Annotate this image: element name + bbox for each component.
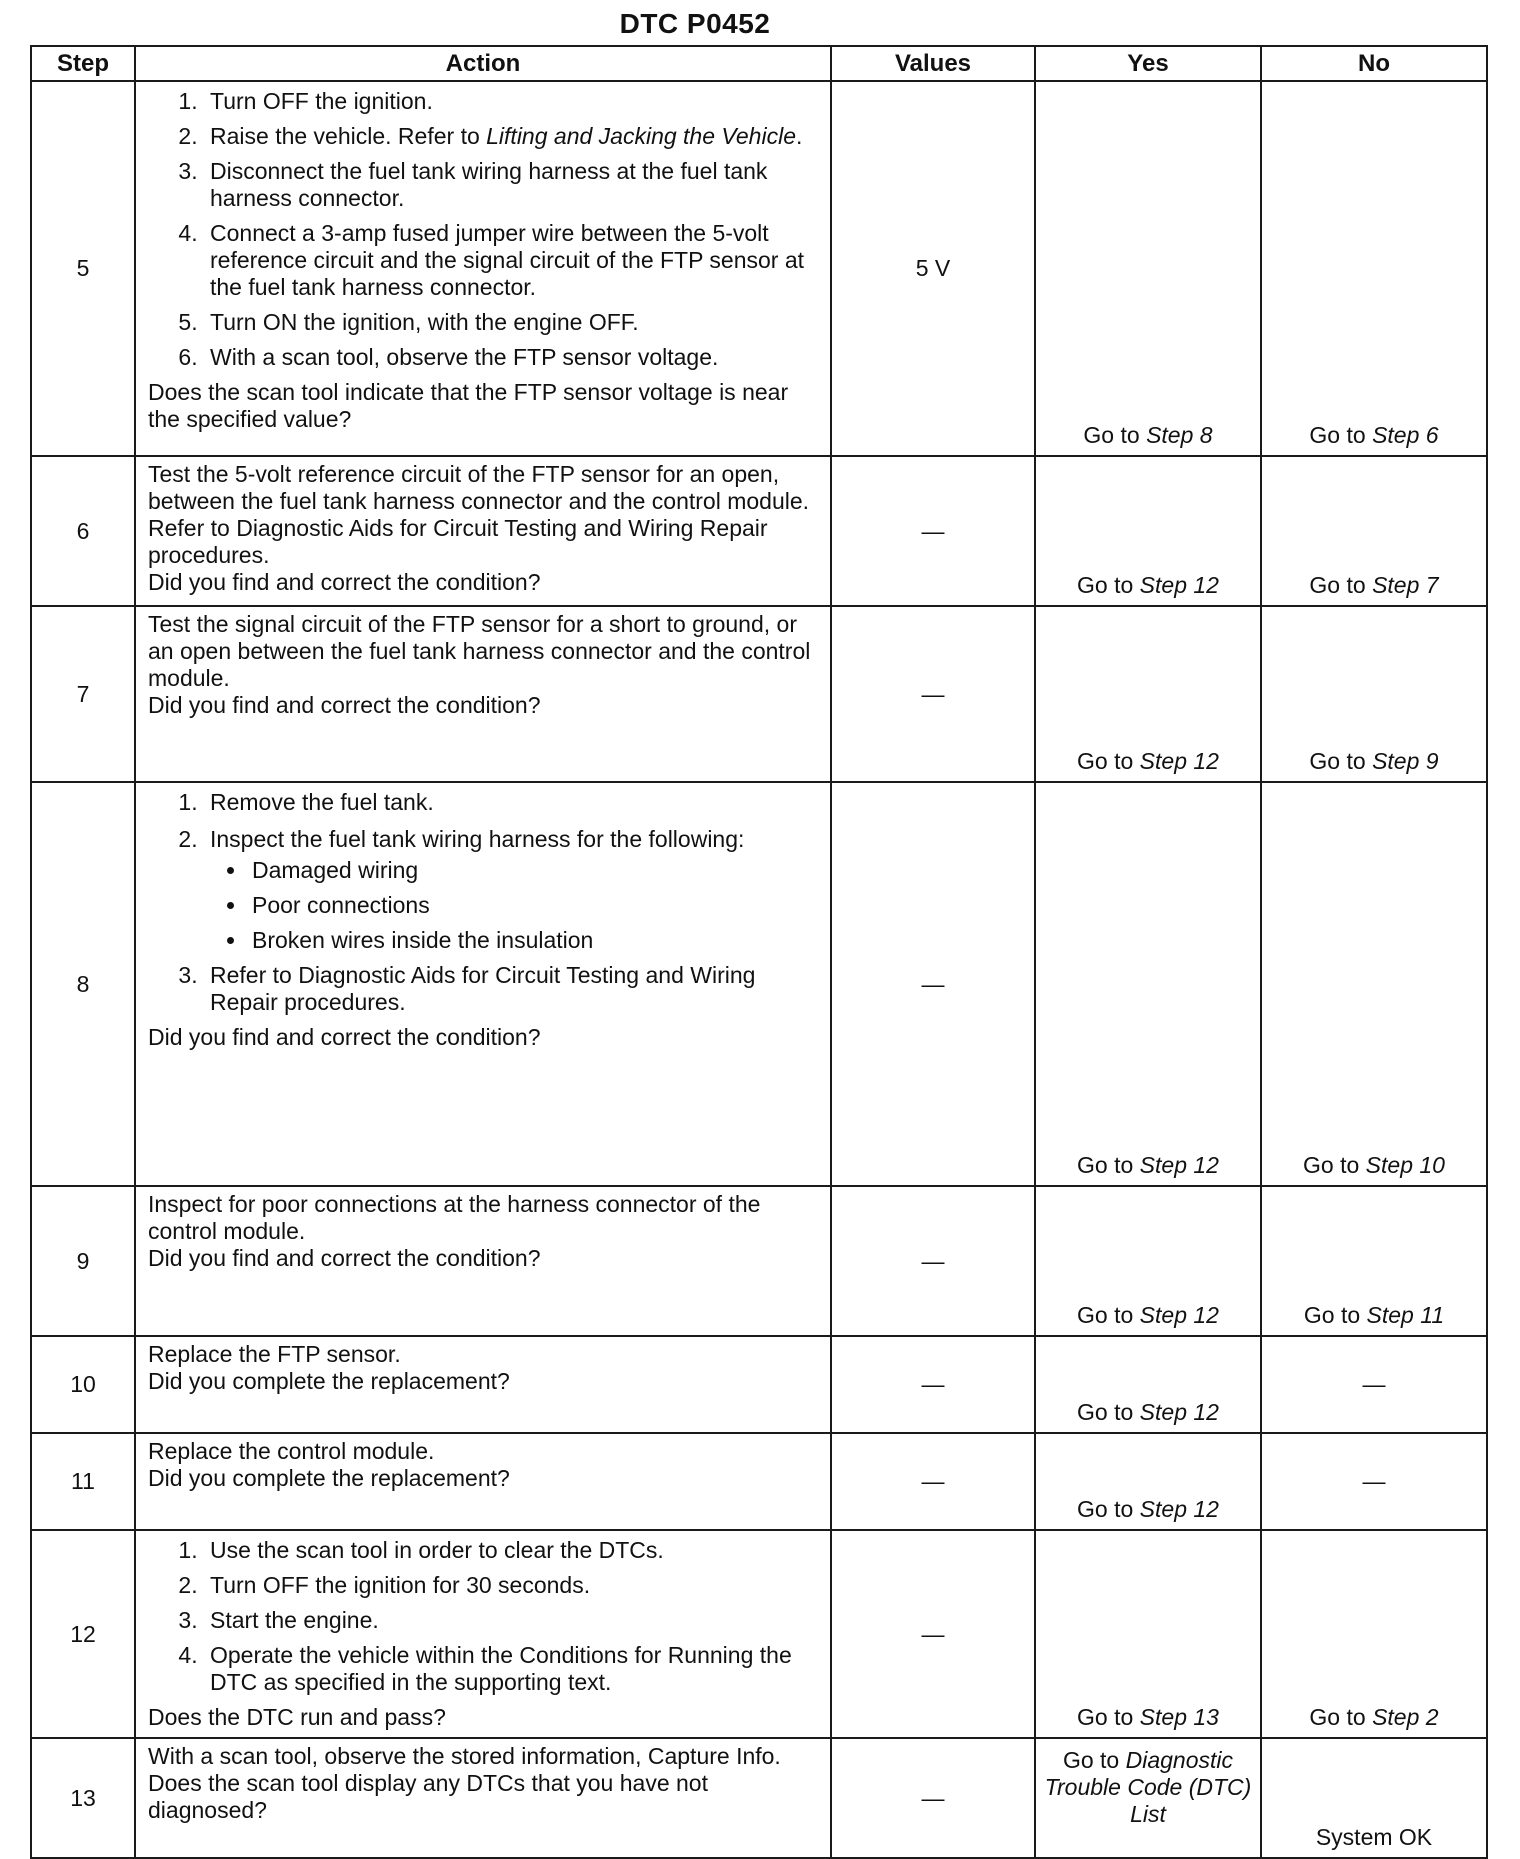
- list-item: 5. Turn ON the ignition, with the engine OFF.: [204, 309, 820, 336]
- yes-link[interactable]: Step 12: [1139, 748, 1219, 774]
- table-row-step-12: [31, 1530, 1487, 1738]
- list-item: 3. Start the engine.: [204, 1607, 820, 1634]
- yes-cell[interactable]: [1035, 1186, 1261, 1336]
- action-question: Did you find and correct the condition?: [148, 692, 541, 718]
- action-question: Did you find and correct the condition?: [148, 1245, 541, 1271]
- list-item: 4. Connect a 3-amp fused jumper wire between the 5-volt reference circuit and the signal circuit of the FTP sensor at the fuel tank harness connector.: [204, 220, 820, 301]
- yes-cell[interactable]: [1035, 1738, 1261, 1858]
- list-item: 1. Use the scan tool in order to clear the DTCs.: [204, 1537, 820, 1564]
- action-text: Replace the control module.: [148, 1438, 435, 1464]
- action-question: Did you complete the replacement?: [148, 1465, 510, 1491]
- no-prefix: Go to: [1309, 422, 1373, 448]
- no-cell[interactable]: [1261, 456, 1487, 606]
- action-question: Did you complete the replacement?: [148, 1368, 510, 1394]
- no-cell[interactable]: [1261, 81, 1487, 456]
- reference-link[interactable]: Lifting and Jacking the Vehicle: [486, 123, 796, 149]
- no-link[interactable]: Step 9: [1372, 748, 1439, 774]
- yes-prefix: Go to: [1077, 1152, 1140, 1178]
- action-steps: [148, 787, 820, 824]
- list-item: 3. Disconnect the fuel tank wiring harness at the fuel tank harness connector.: [204, 158, 820, 212]
- yes-prefix: Go to: [1077, 1399, 1140, 1425]
- no-prefix: Go to: [1303, 1302, 1367, 1328]
- yes-cell[interactable]: [1035, 81, 1261, 456]
- no-link[interactable]: Step 6: [1372, 422, 1439, 448]
- no-cell[interactable]: [1261, 1530, 1487, 1738]
- header-values: Values: [831, 46, 1035, 81]
- yes-cell[interactable]: [1035, 1433, 1261, 1530]
- action-question: Did you find and correct the condition?: [148, 569, 541, 595]
- table-row-step-10: [31, 1336, 1487, 1433]
- yes-prefix: Go to: [1077, 748, 1140, 774]
- value-cell: —: [831, 1738, 1035, 1858]
- yes-link[interactable]: Step 13: [1139, 1704, 1219, 1730]
- bullet-item: • Poor connections: [248, 892, 820, 919]
- no-cell: —: [1261, 1336, 1487, 1433]
- yes-cell[interactable]: [1035, 782, 1261, 1186]
- table-row-step-7: [31, 606, 1487, 782]
- step-number: 10: [31, 1336, 135, 1433]
- action-question: Did you find and correct the condition?: [148, 1024, 541, 1050]
- bullet-item: • Broken wires inside the insulation: [248, 927, 820, 954]
- no-cell: System OK: [1261, 1738, 1487, 1858]
- yes-cell[interactable]: [1035, 1336, 1261, 1433]
- step-number: 11: [31, 1433, 135, 1530]
- action-cell: [135, 456, 831, 606]
- list-item: [204, 123, 820, 150]
- list-item-text: Raise the vehicle. Refer to: [210, 123, 487, 149]
- table-row-step-8: [31, 782, 1487, 1186]
- list-item: 2. Turn OFF the ignition for 30 seconds.: [204, 1572, 820, 1599]
- action-text: Inspect for poor connections at the harness connector of the control module.: [148, 1191, 761, 1244]
- bullet-list: [210, 857, 820, 954]
- list-item: 4. Operate the vehicle within the Conditions for Running the DTC as specified in the supporting text.: [204, 1642, 820, 1696]
- yes-prefix: Go to: [1077, 1496, 1140, 1522]
- action-cell: [135, 1738, 831, 1858]
- action-cell: [135, 1336, 831, 1433]
- value-cell: —: [831, 1336, 1035, 1433]
- no-prefix: Go to: [1309, 748, 1373, 774]
- action-text: Test the signal circuit of the FTP sensor for a short to ground, or an open between the fuel tank harness connector and the control module.: [148, 611, 811, 691]
- action-question: Does the scan tool indicate that the FTP sensor voltage is near the specified value?: [148, 379, 789, 432]
- no-cell[interactable]: [1261, 1186, 1487, 1336]
- no-cell: —: [1261, 1433, 1487, 1530]
- value-cell: —: [831, 1186, 1035, 1336]
- page-title: DTC P0452: [619, 8, 771, 39]
- header-step: Step: [31, 46, 135, 81]
- value-cell: 5 V: [831, 81, 1035, 456]
- yes-link[interactable]: Step 8: [1146, 422, 1213, 448]
- yes-link[interactable]: Diagnostic Trouble Code (DTC) List: [1044, 1747, 1252, 1827]
- table-row-step-9: [31, 1186, 1487, 1336]
- no-link[interactable]: Step 11: [1366, 1302, 1445, 1328]
- no-link[interactable]: Step 2: [1372, 1704, 1439, 1730]
- action-text: Test the 5-volt reference circuit of the FTP sensor for an open, between the fuel tank harness connector and the control module. Refer to Diagnostic Aids for Circuit Testing and Wiring Repair procedures.: [148, 461, 810, 568]
- yes-link[interactable]: Step 12: [1139, 1399, 1219, 1425]
- no-cell[interactable]: [1261, 606, 1487, 782]
- list-item: 3. Refer to Diagnostic Aids for Circuit Testing and Wiring Repair procedures.: [204, 962, 820, 1016]
- no-prefix: Go to: [1303, 1152, 1366, 1178]
- action-cell: [135, 1530, 831, 1738]
- action-cell: [135, 1433, 831, 1530]
- no-link[interactable]: Step 10: [1365, 1152, 1445, 1178]
- action-text: With a scan tool, observe the stored information, Capture Info.: [148, 1743, 781, 1769]
- action-steps: [148, 824, 820, 1024]
- action-steps: [148, 86, 820, 379]
- diagnostic-table: [30, 45, 1488, 1859]
- step-number: 8: [31, 782, 135, 1186]
- step-number: 13: [31, 1738, 135, 1858]
- action-text: Replace the FTP sensor.: [148, 1341, 401, 1367]
- step-number: 5: [31, 81, 135, 456]
- value-cell: —: [831, 1433, 1035, 1530]
- yes-prefix: Go to: [1077, 1704, 1140, 1730]
- header-yes: Yes: [1035, 46, 1261, 81]
- action-question: Does the scan tool display any DTCs that you have not diagnosed?: [148, 1770, 708, 1823]
- yes-cell[interactable]: [1035, 1530, 1261, 1738]
- table-row-step-5: [31, 81, 1487, 456]
- action-cell: [135, 81, 831, 456]
- table-row-step-13: [31, 1738, 1487, 1858]
- header-action: Action: [135, 46, 831, 81]
- yes-link[interactable]: Step 12: [1139, 1496, 1219, 1522]
- yes-prefix: Go to: [1077, 572, 1140, 598]
- yes-prefix: Go to: [1062, 1747, 1126, 1773]
- list-item: [204, 826, 820, 954]
- table-row-step-11: [31, 1433, 1487, 1530]
- list-item: 1. Turn OFF the ignition.: [204, 88, 820, 115]
- action-question: Does the DTC run and pass?: [148, 1704, 446, 1730]
- no-link[interactable]: Step 7: [1372, 572, 1439, 598]
- action-cell: [135, 1186, 831, 1336]
- step-number: 7: [31, 606, 135, 782]
- yes-prefix: Go to: [1083, 422, 1147, 448]
- value-cell: —: [831, 782, 1035, 1186]
- action-steps: [148, 1535, 820, 1704]
- table-row-step-6: [31, 456, 1487, 606]
- value-cell: —: [831, 456, 1035, 606]
- no-cell[interactable]: [1261, 782, 1487, 1186]
- list-item: 6. With a scan tool, observe the FTP sensor voltage.: [204, 344, 820, 371]
- list-item: 1. Remove the fuel tank.: [204, 789, 820, 816]
- no-prefix: Go to: [1309, 1704, 1373, 1730]
- yes-link[interactable]: Step 12: [1139, 1302, 1219, 1328]
- list-item-text: Inspect the fuel tank wiring harness for the following:: [210, 826, 745, 852]
- yes-link[interactable]: Step 12: [1139, 1152, 1219, 1178]
- no-prefix: Go to: [1309, 572, 1373, 598]
- value-cell: —: [831, 606, 1035, 782]
- action-cell: [135, 782, 831, 1186]
- step-number: 9: [31, 1186, 135, 1336]
- header-row: [31, 46, 1487, 81]
- header-no: No: [1261, 46, 1487, 81]
- action-cell: [135, 606, 831, 782]
- yes-cell[interactable]: [1035, 456, 1261, 606]
- step-number: 12: [31, 1530, 135, 1738]
- list-item-text: .: [796, 123, 803, 149]
- yes-prefix: Go to: [1077, 1302, 1140, 1328]
- value-cell: —: [831, 1530, 1035, 1738]
- step-number: 6: [31, 456, 135, 606]
- yes-link[interactable]: Step 12: [1139, 572, 1219, 598]
- yes-cell[interactable]: [1035, 606, 1261, 782]
- bullet-item: • Damaged wiring: [248, 857, 820, 884]
